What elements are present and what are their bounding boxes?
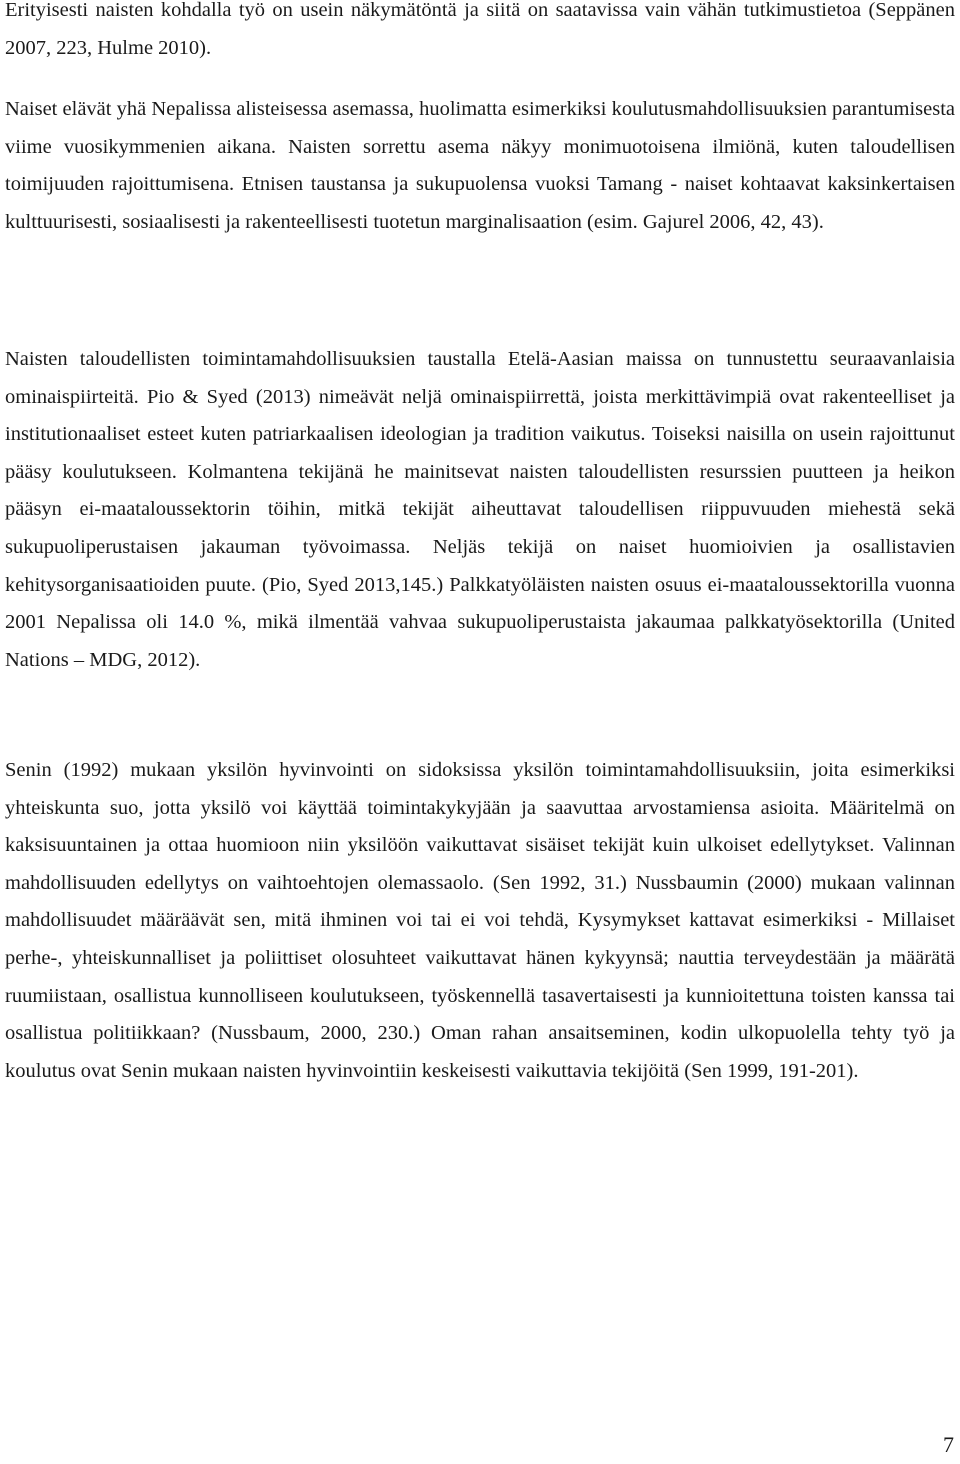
page-number: 7 (943, 1432, 954, 1457)
paragraph-3: Naisten taloudellisten toimintamahdollisuuksien taustalla Etelä-Aasian maissa on tunnustettu seuraavanlaisia ominaispiirteitä. Pio & Syed (2013) nimeävät neljä ominaispiirrettä, joista merkittävimpiä ovat rakenteelliset ja institutionaaliset esteet kuten patriarkaalisen ideologian ja tradition vaikutus. Toiseksi naisilla on usein rajoittunut pääsy koulutukseen. Kolmantena tekijänä he mainitsevat naisten taloudellisten resurssien puutteen ja heikon pääsyn ei-maataloussektorin töihin, mitkä tekijät aiheuttavat taloudellisen riippuvuuden miehestä sekä sukupuoliperustaisen jakauman työvoimassa. Neljäs tekijä on naiset huomioivien ja osallistavien kehitysorganisaatioiden puute. (Pio, Syed 2013,145.) Palkkatyöläisten naisten osuus ei-maataloussektorilla vuonna 2001 Nepalissa oli 14.0 %, mikä ilmentää vahvaa sukupuoliperustaista jakaumaa palkkatyösektorilla (United Nations – MDG, 2012). (5, 348, 955, 671)
paragraph-2: Naiset elävät yhä Nepalissa alisteisessa asemassa, huolimatta esimerkiksi koulutusmahdollisuuksien parantumisesta viime vuosikymmenien aikana. Naisten sorrettu asema näkyy monimuotoisena ilmiönä, kuten taloudellisen toimijuuden rajoittumisena. Etnisen taustansa ja sukupuolensa vuoksi Tamang - naiset kohtaavat kaksinkertaisen kulttuurisesti, sosiaalisesti ja rakenteellisesti tuotetun marginalisaation (esim. Gajurel 2006, 42, 43). (5, 98, 955, 233)
paragraph-1: Erityisesti naisten kohdalla työ on usein näkymätöntä ja siitä on saatavissa vain vähän tutkimustietoa (Seppänen 2007, 223, Hulme 2010). (5, 0, 955, 59)
paragraph-4: Senin (1992) mukaan yksilön hyvinvointi on sidoksissa yksilön toimintamahdollisuuksiin, joita esimerkiksi yhteiskunta suo, jotta yksilö voi käyttää toimintakykyjään ja saavuttaa arvostamiensa asioita. Määritelmä on kaksisuuntainen ja ottaa huomioon niin yksilöön vaikuttavat sisäiset tekijät kuin ulkoiset edellytykset. Valinnan mahdollisuuden edellytys on vaihtoehtojen olemassaolo. (Sen 1992, 31.) Nussbaumin (2000) mukaan valinnan mahdollisuudet määräävät sen, mitä ihminen voi tai ei voi tehdä, Kysymykset kattavat esimerkiksi - Millaiset perhe-, yhteiskunnalliset ja poliittiset olosuhteet vaikuttavat hänen kykyynsä; nauttia terveydestään ja määrätä ruumiistaan, osallistua kunnolliseen koulutukseen, työskennellä tasavertaisesti ja kunnioitettuna toisten kanssa tai osallistua politiikkaan? (Nussbaum, 2000, 230.) Oman rahan ansaitseminen, kodin ulkopuolella tehty työ ja koulutus ovat Senin mukaan naisten hyvinvointiin keskeisesti vaikuttavia tekijöitä (Sen 1999, 191-201). (5, 759, 955, 1082)
